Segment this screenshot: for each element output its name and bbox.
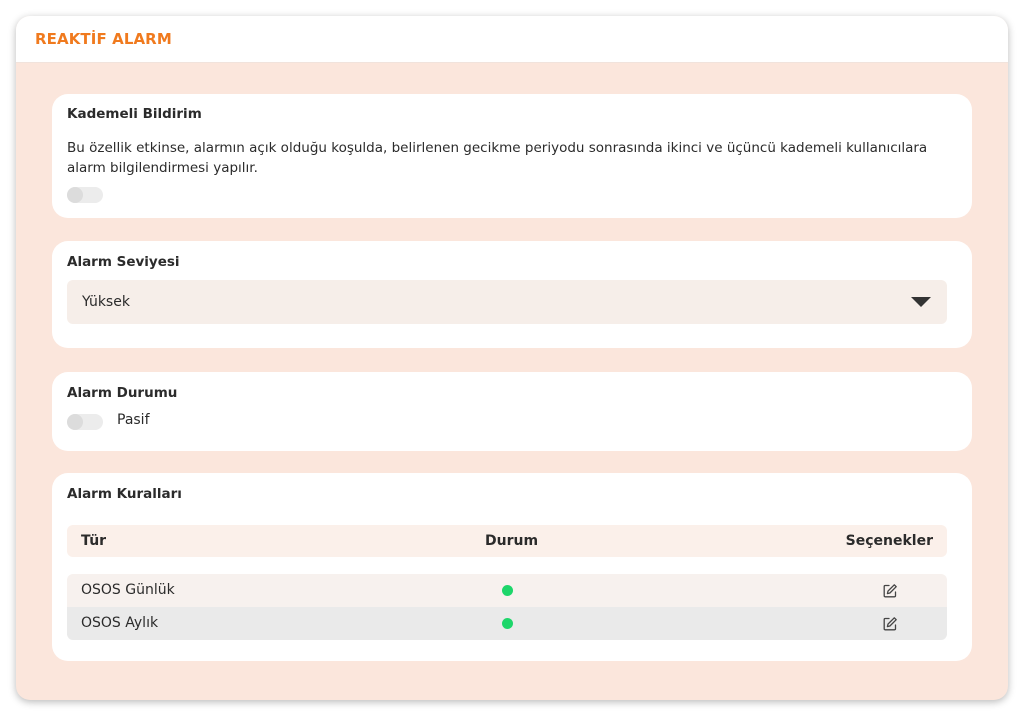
status-active-dot [502,585,513,596]
alarm-durumu-title: Alarm Durumu [67,385,178,401]
alarm-seviyesi-title: Alarm Seviyesi [67,254,180,270]
table-body [67,574,947,640]
alarm-rules-table [67,525,947,640]
alarm-durumu-label: Pasif [117,412,150,428]
kademeli-bildirim-card [52,94,972,218]
column-header-tur: Tür [81,533,107,549]
reaktif-alarm-panel [16,16,1008,700]
rule-name: OSOS Aylık [81,615,159,631]
toggle-knob [67,414,83,430]
alarm-seviyesi-select[interactable] [67,280,947,324]
column-header-secenekler: Seçenekler [845,533,933,549]
table-row [67,574,947,607]
alarm-durumu-card [52,372,972,451]
rule-name: OSOS Günlük [81,582,175,598]
column-header-durum: Durum [485,533,539,549]
alarm-durumu-toggle[interactable] [67,414,103,430]
alarm-kurallari-title: Alarm Kuralları [67,486,182,502]
caret-down-icon [911,297,931,307]
toggle-knob [67,187,83,203]
alarm-seviyesi-value: Yüksek [82,294,130,310]
panel-title: REAKTİF ALARM [35,30,172,48]
table-header [67,525,947,557]
kademeli-bildirim-description: Bu özellik etkinse, alarmın açık olduğu koşulda, belirlenen gecikme periyodu sonrasında ikinci ve üçüncü kademeli kullanıcılara alarm bilgilendirmesi yapılır. [67,140,928,176]
edit-icon[interactable] [882,616,898,632]
status-active-dot [502,618,513,629]
panel-header [16,16,1008,63]
edit-icon[interactable] [882,583,898,599]
alarm-seviyesi-card [52,241,972,348]
table-row [67,607,947,640]
alarm-kurallari-card [52,473,972,661]
kademeli-bildirim-title: Kademeli Bildirim [67,106,202,122]
kademeli-bildirim-toggle[interactable] [67,187,103,203]
